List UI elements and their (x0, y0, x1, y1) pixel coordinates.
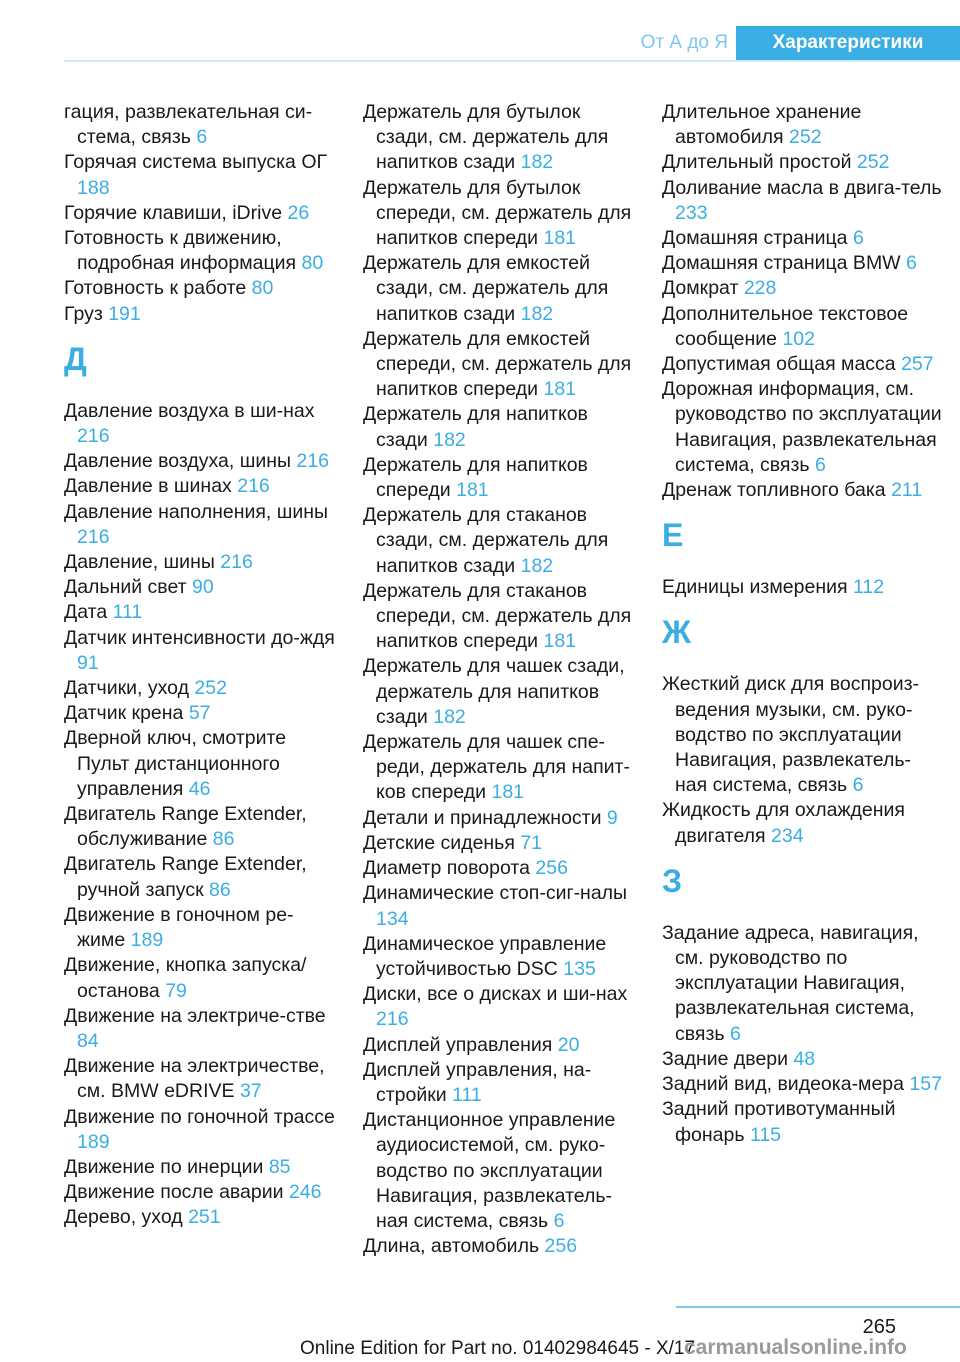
page-reference-link[interactable]: 26 (287, 201, 310, 224)
entry-term: Доливание масла в двига-тель (662, 176, 942, 199)
section-tab[interactable]: От А до Я (640, 32, 728, 53)
page-reference-link[interactable]: 181 (543, 378, 577, 401)
index-entry (662, 1072, 942, 1097)
page-reference-link[interactable]: 228 (743, 277, 777, 300)
index-entry (662, 921, 942, 1047)
page-reference-link[interactable]: 189 (77, 1130, 110, 1153)
page-reference-link[interactable]: 181 (543, 630, 577, 653)
entry-term: Движение после аварии (64, 1181, 284, 1204)
page-reference-link[interactable]: 157 (909, 1073, 942, 1096)
index-entry (662, 302, 942, 352)
index-entry (363, 579, 638, 655)
page-reference-link[interactable]: 257 (901, 353, 934, 376)
index-entry (363, 1058, 638, 1108)
page-reference-link[interactable]: 71 (520, 831, 543, 854)
page-reference-link[interactable]: 80 (251, 277, 274, 300)
entry-term: Домкрат (662, 277, 739, 300)
index-entry (64, 575, 339, 600)
index-entry (363, 831, 638, 856)
entry-term: Дальний свет (64, 576, 187, 599)
entry-term: Задний вид, видеока-мера (662, 1073, 904, 1096)
entry-term: Держатель для напитков сзади (363, 403, 588, 451)
entry-term: Допустимая общая масса (662, 353, 896, 376)
index-entry (363, 881, 638, 931)
index-entry (662, 176, 942, 226)
page-reference-link[interactable]: 91 (77, 651, 99, 674)
entry-term: Дверной ключ, смотрите Пульт дистанционного управления (64, 727, 287, 800)
index-entry (64, 1054, 339, 1104)
page-reference-link[interactable]: 80 (301, 252, 324, 275)
index-column-2 (363, 100, 638, 1259)
page-reference-link[interactable]: 182 (520, 302, 554, 325)
watermark: carmanualsonline.info (684, 1336, 907, 1359)
index-entry (662, 798, 942, 848)
page-reference-link[interactable]: 216 (237, 475, 270, 498)
index-entry (363, 856, 638, 881)
page-header (64, 26, 960, 62)
page-reference-link[interactable]: 6 (852, 227, 864, 250)
index-entry (64, 276, 339, 301)
entry-term: Груз (64, 302, 103, 325)
entry-term: Горячая система выпуска ОГ (64, 151, 328, 174)
page-reference-link[interactable]: 216 (77, 425, 110, 448)
entry-term: Домашняя страница (662, 227, 848, 250)
index-entry (662, 672, 942, 798)
index-column-3 (662, 100, 942, 1148)
index-entry (363, 806, 638, 831)
entry-term: Дисплей управления (363, 1033, 553, 1056)
index-entry (64, 449, 339, 474)
page-reference-link[interactable]: 216 (296, 450, 330, 473)
entry-term: Держатель для бутылок спереди, см. держатель для напитков спереди (363, 176, 632, 250)
index-entry (64, 1155, 339, 1180)
index-entry (64, 903, 339, 953)
index-entry (662, 1097, 942, 1147)
index-entry (64, 726, 339, 802)
entry-term: Горячие клавиши, iDrive (64, 201, 283, 224)
page-reference-link[interactable]: 135 (563, 957, 596, 980)
entry-term: Единицы измерения (662, 576, 848, 599)
index-entry (662, 478, 942, 503)
index-entry (64, 150, 339, 200)
entry-term: Держатель для чашек спе-реди, держатель для напит-ков спереди (363, 731, 630, 804)
page-reference-link[interactable]: 86 (209, 878, 231, 901)
index-entry (363, 1033, 638, 1058)
index-entry (64, 701, 339, 726)
index-column-1 (64, 100, 339, 1231)
index-entry (64, 550, 339, 575)
page-reference-link[interactable]: 246 (288, 1181, 322, 1204)
index-letter-heading: Е (662, 517, 684, 554)
entry-term: Длительный простой (662, 151, 852, 174)
entry-term: Движение по инерции (64, 1155, 264, 1178)
index-entry (64, 852, 339, 902)
index-entry (363, 503, 638, 579)
page-reference-link[interactable]: 251 (188, 1206, 221, 1229)
page-reference-link[interactable]: 37 (239, 1080, 262, 1103)
index-entry (363, 1234, 638, 1259)
page-reference-link[interactable]: 90 (192, 576, 214, 599)
entry-term: Двигатель Range Extender, ручной запуск (64, 853, 307, 901)
index-entry (662, 1047, 942, 1072)
entry-term: Длина, автомобиль (363, 1235, 540, 1258)
entry-term: Движение на электриче-стве (64, 1004, 326, 1027)
page-reference-link[interactable]: 191 (108, 302, 141, 325)
index-entry (363, 730, 638, 806)
entry-term: Домашняя страница BMW (662, 252, 901, 275)
index-entry (363, 100, 638, 176)
entry-term: Давление наполнения, шины (64, 500, 329, 523)
index-entry (64, 474, 339, 499)
page-reference-link[interactable]: 134 (376, 907, 409, 930)
page-reference-link[interactable]: 111 (452, 1083, 482, 1106)
entry-term: Задние двери (662, 1047, 789, 1070)
page-reference-link[interactable]: 182 (433, 428, 466, 451)
page-reference-link[interactable]: 256 (544, 1235, 578, 1258)
entry-term: Задний противотуманный фонарь (662, 1098, 896, 1146)
entry-term: Готовность к работе (64, 277, 247, 300)
index-entry (64, 626, 339, 676)
page-reference-link[interactable]: 181 (491, 781, 525, 804)
page-reference-link[interactable]: 182 (433, 705, 466, 728)
index-entry (662, 251, 942, 276)
entry-term: Движение, кнопка запуска/останова (64, 954, 307, 1002)
page-reference-link[interactable]: 6 (729, 1022, 741, 1045)
index-letter-heading: Ж (662, 614, 691, 651)
index-entry (64, 1004, 339, 1054)
index-entry (662, 226, 942, 251)
entry-term: Длительное хранение автомобиля (662, 101, 862, 149)
entry-term: Давление в шинах (64, 475, 232, 498)
entry-term: гация, развлекательная си-стема, связь (64, 101, 313, 149)
entry-term: Держатель для напитков спереди (363, 453, 588, 502)
index-letter-heading: З (662, 862, 683, 899)
page-reference-link[interactable]: 189 (130, 929, 164, 952)
entry-term: Держатель для чашек сзади, держатель для напитков сзади (363, 655, 625, 728)
entry-term: Жесткий диск для воспроиз-ведения музыки, см. руко-водство по эксплуатации Навигация, развлекатель-ная система, связь (662, 673, 920, 797)
page-reference-link[interactable]: 84 (77, 1029, 99, 1052)
entry-term: Детали и принадлежности (363, 806, 602, 829)
page-reference-link[interactable]: 211 (891, 479, 923, 502)
index-entry (363, 1108, 638, 1234)
index-entry (64, 100, 339, 150)
index-entry (363, 982, 638, 1032)
page-reference-link[interactable]: 182 (520, 554, 554, 577)
index-entry (662, 276, 942, 301)
entry-term: Жидкость для охлаждения двигателя (662, 799, 905, 847)
index-entry (64, 676, 339, 701)
page-reference-link[interactable]: 6 (196, 126, 208, 149)
page-reference-link[interactable]: 79 (165, 979, 187, 1002)
edition-text: Online Edition for Part no. 01402984645 - X/17 (300, 1338, 696, 1359)
index-entry (662, 352, 942, 377)
page-reference-link[interactable]: 46 (188, 777, 211, 800)
page-reference-link[interactable]: 188 (77, 176, 110, 199)
page-reference-link[interactable]: 6 (852, 774, 864, 797)
index-letter-heading: Д (64, 340, 87, 377)
index-entry (64, 201, 339, 226)
entry-term: Дисплей управления, на-стройки (363, 1058, 592, 1106)
index-entry (64, 802, 339, 852)
page-reference-link[interactable]: 216 (376, 1008, 409, 1031)
entry-term: Держатель для емкостей сзади, см. держатель для напитков сзади (363, 252, 609, 325)
entry-term: Диаметр поворота (363, 857, 530, 880)
entry-term: Дренаж топливного бака (662, 479, 886, 502)
entry-term: Дорожная информация, см. руководство по эксплуатации Навигация, развлекательная система, связь (662, 378, 942, 476)
index-entry (363, 176, 638, 252)
index-entry (64, 600, 339, 625)
page-reference-link[interactable]: 86 (212, 828, 235, 851)
index-entry (363, 453, 638, 503)
page-number: 265 (862, 1316, 896, 1338)
page-reference-link[interactable]: 182 (520, 151, 554, 174)
index-entry (64, 1180, 339, 1205)
entry-term: Давление воздуха в ши-нах (64, 399, 315, 422)
header-divider (64, 60, 960, 62)
page-reference-link[interactable]: 20 (557, 1033, 580, 1056)
index-entry (64, 302, 339, 327)
index-entry (363, 327, 638, 403)
page-reference-link[interactable]: 216 (77, 525, 110, 548)
index-entry (64, 500, 339, 550)
entry-term: Давление воздуха, шины (64, 450, 292, 473)
page-reference-link[interactable]: 102 (782, 327, 815, 350)
page-reference-link[interactable]: 115 (749, 1123, 782, 1146)
entry-term: Детские сиденья (363, 831, 515, 854)
page-reference-link[interactable]: 6 (906, 252, 917, 275)
entry-term: Держатель для емкостей спереди, см. держатель для напитков спереди (363, 327, 632, 401)
index-entry (64, 953, 339, 1003)
entry-term: Движение в гоночном ре-жиме (64, 903, 294, 952)
entry-term: Двигатель Range Extender, обслуживание (64, 803, 307, 851)
index-entry (64, 1105, 339, 1155)
page-reference-link[interactable]: 6 (815, 453, 826, 476)
page-reference-link[interactable]: 6 (553, 1209, 565, 1232)
entry-term: Датчик крена (64, 702, 184, 725)
footer-divider (676, 1306, 960, 1308)
entry-term: Дополнительное текстовое сообщение (662, 302, 909, 350)
index-entry (662, 575, 942, 600)
page-reference-link[interactable]: 181 (543, 227, 577, 250)
page-reference-link[interactable]: 234 (771, 824, 804, 847)
entry-term: Держатель для стаканов спереди, см. держатель для напитков спереди (363, 579, 632, 653)
page-reference-link[interactable]: 252 (789, 126, 822, 149)
page-reference-link[interactable]: 252 (194, 677, 227, 700)
entry-term: Держатель для стаканов сзади, см. держатель для напитков сзади (363, 504, 609, 577)
page-reference-link[interactable]: 112 (852, 576, 885, 599)
chapter-tab[interactable]: Характеристики (736, 26, 960, 60)
entry-term: Динамическое управление устойчивостью DSC (363, 932, 607, 980)
entry-term: Движение на электричестве, см. BMW eDRIVE (64, 1055, 325, 1103)
page-reference-link[interactable]: 111 (112, 601, 143, 624)
index-entry (662, 377, 942, 478)
entry-term: Дерево, уход (64, 1206, 183, 1229)
index-entry (363, 402, 638, 452)
entry-term: Держатель для бутылок сзади, см. держатель для напитков сзади (363, 101, 609, 174)
entry-term: Диски, все о дисках и ши-нах (363, 983, 628, 1006)
page-reference-link[interactable]: 48 (793, 1047, 816, 1070)
page-reference-link[interactable]: 57 (188, 702, 211, 725)
entry-term: Датчик интенсивности до-ждя (64, 626, 335, 649)
entry-term: Задание адреса, навигация, см. руководство по эксплуатации Навигация, развлекательная система, связь (662, 921, 919, 1045)
page-reference-link[interactable]: 9 (606, 806, 618, 829)
entry-term: Давление, шины (64, 551, 215, 574)
page-reference-link[interactable]: 256 (535, 857, 568, 880)
page-reference-link[interactable]: 85 (268, 1155, 291, 1178)
index-entry (64, 399, 339, 449)
page-reference-link[interactable]: 216 (220, 551, 253, 574)
index-entry (363, 654, 638, 730)
page-reference-link[interactable]: 252 (856, 151, 890, 174)
index-entry (64, 226, 339, 276)
index-entry (363, 251, 638, 327)
entry-term: Датчики, уход (64, 677, 189, 700)
entry-term: Дистанционное управление аудиосистемой, см. руко-водство по эксплуатации Навигация, развлекатель-ная система, связь (363, 1109, 616, 1232)
index-entry (662, 150, 942, 175)
entry-term: Дата (64, 601, 108, 624)
index-entry (363, 932, 638, 982)
entry-term: Готовность к движению, подробная информация (64, 227, 297, 275)
page-reference-link[interactable]: 233 (675, 201, 708, 224)
index-entry (662, 100, 942, 150)
page-reference-link[interactable]: 181 (456, 479, 489, 502)
entry-term: Движение по гоночной трассе (64, 1105, 335, 1128)
index-entry (64, 1205, 339, 1230)
entry-term: Динамические стоп-сиг-налы (363, 882, 628, 905)
